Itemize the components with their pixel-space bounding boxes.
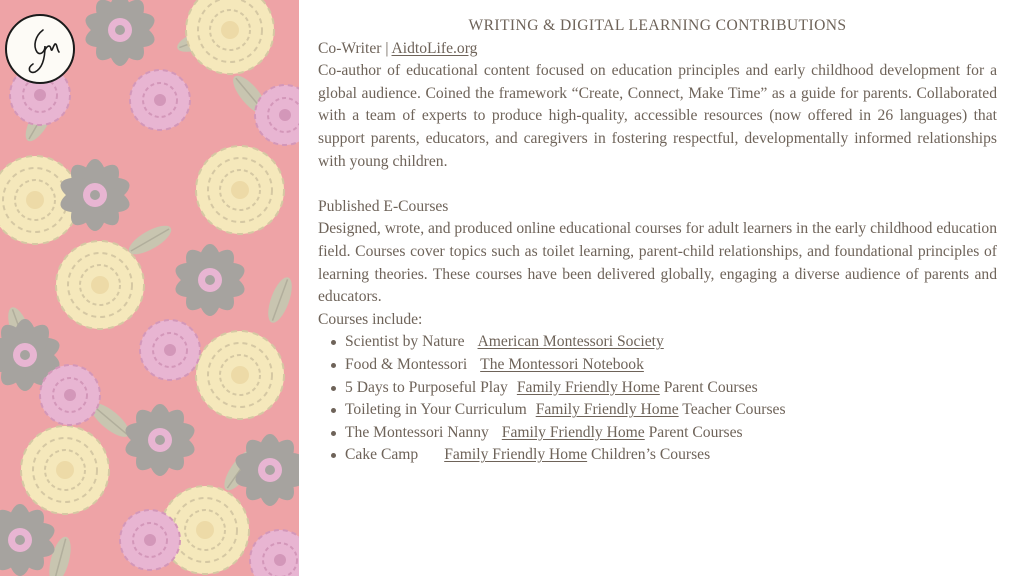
floral-pattern-panel [0, 0, 299, 576]
ecourses-description: Designed, wrote, and produced online educational courses for adult learners in the early childhood education field. Courses cover topics such as toilet learning, parent-child relationships, and foundational principles of learning theories. These courses have been delivered globally, engaging a diverse audience of parents and educators. [318, 220, 997, 306]
course-title: The Montessori Nanny [345, 423, 489, 441]
course-title: 5 Days to Purposeful Play [345, 378, 508, 396]
course-title: Scientist by Nature [345, 333, 465, 351]
course-item-scientist-by-nature [345, 331, 997, 354]
cowriter-label: Co-Writer | [318, 39, 392, 57]
monogram-logo [5, 14, 75, 84]
course-suffix: Children’s Courses [587, 446, 711, 464]
family-friendly-home-link[interactable]: Family Friendly Home [444, 446, 588, 464]
family-friendly-home-link[interactable]: Family Friendly Home [535, 401, 679, 419]
course-item-food-and-montessori [345, 354, 997, 377]
family-friendly-home-link[interactable]: Family Friendly Home [501, 423, 645, 441]
course-item-montessori-nanny [345, 422, 997, 445]
monogram-logo-mark [7, 16, 73, 82]
course-item-cake-camp [345, 444, 997, 467]
course-list [318, 331, 997, 467]
ecourses-heading: Published E-Courses [318, 197, 449, 215]
family-friendly-home-link[interactable]: Family Friendly Home [516, 378, 660, 396]
course-title: Cake Camp [345, 446, 419, 464]
main-content [318, 15, 997, 467]
course-title: Toileting in Your Curriculum [345, 401, 527, 419]
cowriter-line [318, 38, 997, 61]
courses-intro: Courses include: [318, 310, 423, 328]
course-title: Food & Montessori [345, 355, 468, 373]
floral-pattern-image [0, 0, 299, 576]
course-suffix: Parent Courses [659, 378, 758, 396]
aidtolife-link[interactable]: AidtoLife.org [391, 39, 478, 57]
cowriter-description: Co-author of educational content focused on education principles and early childhood development for a global audience. Coined the framework “Create, Connect, Make Time” as a guide for parents. Collaborated with a team of experts to produce high-quality, accessible resources (now offered in 26 languages) that support parents, educators, and caregivers in fostering respectful, developmentally informed relationships with young children. [318, 62, 997, 170]
course-suffix: Parent Courses [644, 423, 743, 441]
course-suffix: Teacher Courses [678, 401, 786, 419]
montessori-notebook-link[interactable]: The Montessori Notebook [480, 355, 644, 373]
page-title: WRITING & DIGITAL LEARNING CONTRIBUTIONS [468, 17, 847, 34]
course-item-purposeful-play [345, 377, 997, 400]
american-montessori-society-link[interactable]: American Montessori Society [477, 333, 664, 351]
course-item-toileting [345, 399, 997, 422]
spacer [318, 173, 997, 196]
